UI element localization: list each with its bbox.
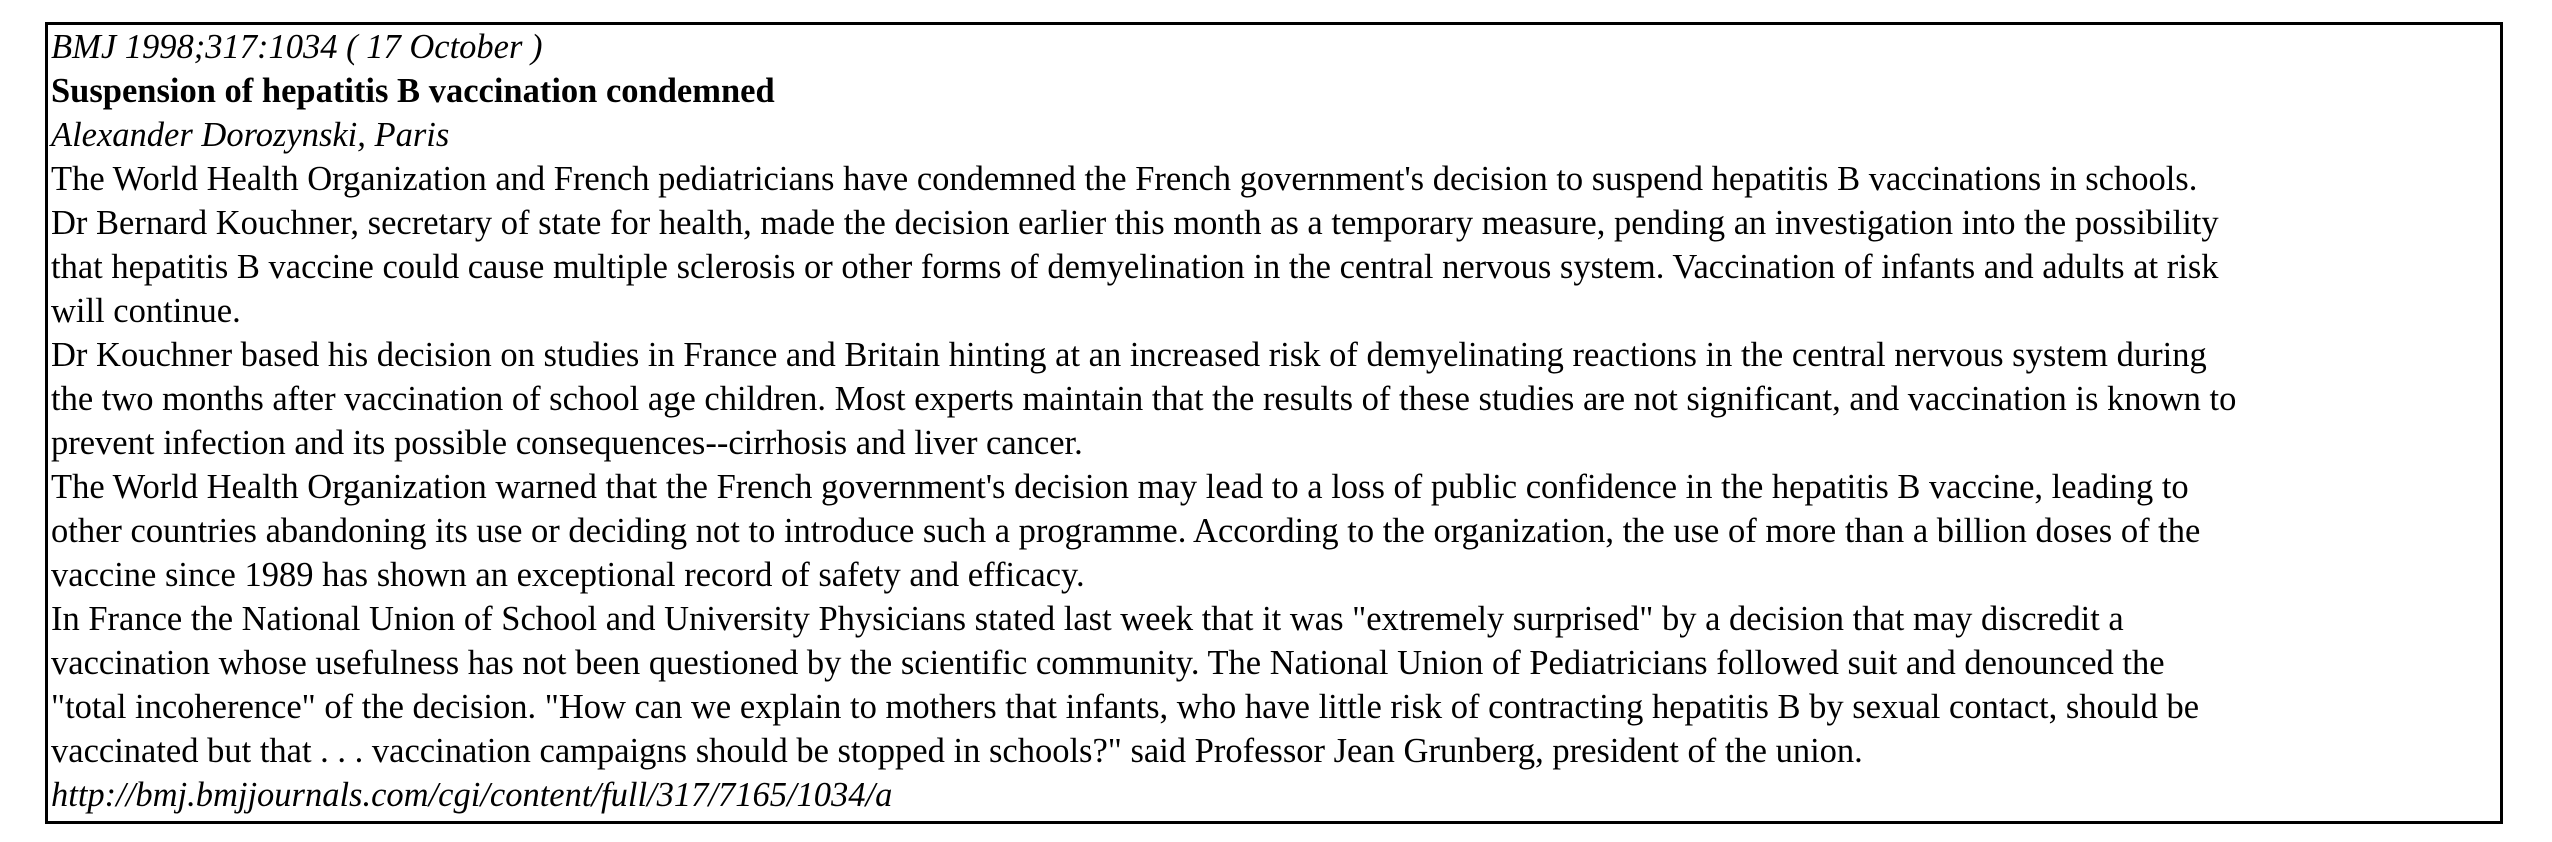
article-frame [45,22,2503,824]
citation-line: BMJ 1998;317:1034 ( 17 October ) [51,28,543,66]
paragraph-4 [51,465,2500,597]
paragraph-line: the two months after vaccination of school age children. Most experts maintain that the results of these studies are not significant, and vaccination is known to [51,380,2237,418]
paragraph-line: In France the National Union of School and University Physicians stated last week that it was "extremely surprised" by a decision that may discredit a [51,600,2124,638]
paragraph-1 [51,157,2500,201]
paragraph-line: Dr Kouchner based his decision on studies in France and Britain hinting at an increased risk of demyelinating reactions in the central nervous system during [51,336,2207,374]
paragraph-line: prevent infection and its possible consequences--cirrhosis and liver cancer. [51,424,1083,462]
paragraph-line: vaccine since 1989 has shown an exceptional record of safety and efficacy. [51,556,1085,594]
paragraph-line: The World Health Organization warned that the French government's decision may lead to a loss of public confidence in the hepatitis B vaccine, leading to [51,468,2189,506]
paragraph-2 [51,201,2500,333]
paragraph-line: vaccination whose usefulness has not been questioned by the scientific community. The National Union of Pediatricians followed suit and denounced the [51,644,2165,682]
paragraph-line: The World Health Organization and French pediatricians have condemned the French government's decision to suspend hepatitis B vaccinations in schools. [51,160,2198,198]
paragraph-line: "total incoherence" of the decision. "How can we explain to mothers that infants, who have little risk of contracting hepatitis B by sexual contact, should be [51,688,2200,726]
paragraph-line: vaccinated but that . . . vaccination campaigns should be stopped in schools?" said Professor Jean Grunberg, president of the union. [51,732,1863,770]
paragraph-line: will continue. [51,292,241,330]
paragraph-line: other countries abandoning its use or deciding not to introduce such a programme. According to the organization, the use of more than a billion doses of the [51,512,2201,550]
paragraph-line: Dr Bernard Kouchner, secretary of state for health, made the decision earlier this month as a temporary measure, pending an investigation into the possibility [51,204,2219,242]
paragraph-line: that hepatitis B vaccine could cause multiple sclerosis or other forms of demyelination in the central nervous system. Vaccination of infants and adults at risk [51,248,2219,286]
source-url-link[interactable]: http://bmj.bmjjournals.com/cgi/content/full/317/7165/1034/a [51,776,893,814]
paragraph-5 [51,597,2500,773]
article-title: Suspension of hepatitis B vaccination condemned [51,72,775,110]
paragraph-3 [51,333,2500,465]
byline: Alexander Dorozynski, Paris [51,116,450,154]
